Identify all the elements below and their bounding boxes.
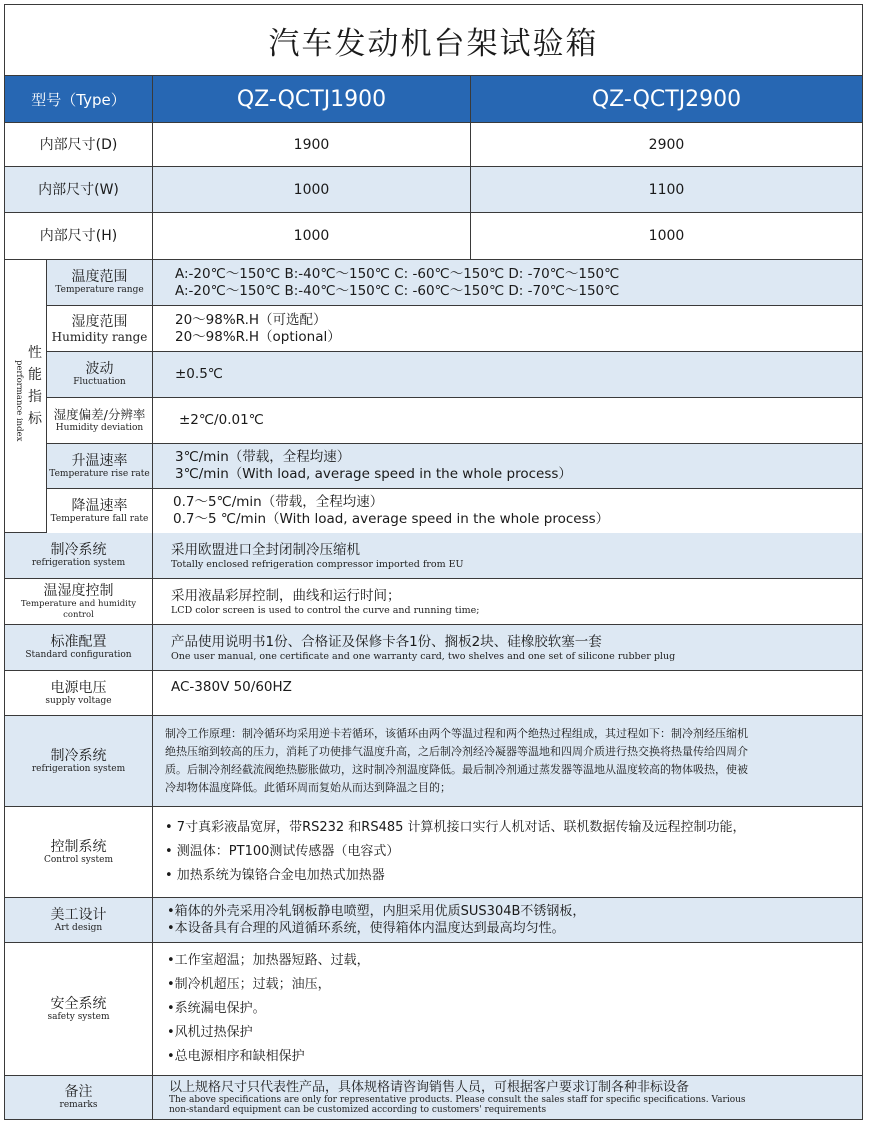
dim-b-d: 2900 [648, 136, 685, 153]
perf-rise-rate: 升温速率 Temperature rise rate 3℃/min（带载，全程均速） 3℃/min（With load, average speed in the whole process） [47, 444, 862, 489]
perf-temp-range: 温度范围 Temperature range A:-20℃～150℃ B:-40℃～150℃ C: -60℃～150℃ D: -70℃～150℃ A:-20℃～150℃ B:-40℃～150℃ C: -60℃～150℃ D: -70℃～150℃ [47, 260, 862, 306]
dim-a-h: 1000 [153, 213, 471, 259]
dim-label-h: 内部尺寸(H) [5, 213, 153, 259]
performance-cn: 性 能 指 标 [28, 345, 42, 427]
spec-refrigeration: 制冷系统 refrigeration system 采用欧盟进口全封闭制冷压缩机 Totally enclosed refrigeration compressor imported from EU [5, 533, 862, 579]
dim-label-w: 内部尺寸(W) [5, 167, 153, 212]
dim-label-d: 内部尺寸(D) [5, 123, 153, 166]
spec-temp-humidity-control: 温湿度控制 Temperature and humidity control 采用液晶彩屏控制，曲线和运行时间； LCD color screen is used to control the curve and running time; [5, 579, 862, 625]
perf-humidity-deviation: 湿度偏差/分辨率 Humidity deviation ±2℃/0.01℃ [47, 398, 862, 444]
art-design: 美工设计 Art design •箱体的外壳采用冷轧钢板静电喷塑，内胆采用优质SUS304B不锈钢板， •本设备具有合理的风道循环系统，使得箱体内温度达到最高均匀性。 [5, 898, 862, 943]
perf-fall-rate: 降温速率 Temperature fall rate 0.7～5℃/min（带载，全程均速） 0.7～5 ℃/min（With load, average speed in the whole process） [47, 489, 862, 533]
perf-fluctuation: 波动 Fluctuation ±0.5℃ [47, 352, 862, 398]
spec-standard-config: 标准配置 Standard configuration 产品使用说明书1份、合格证及保修卡各1份、搁板2块、硅橡胶软塞一套 One user manual, one certificate and one warranty card, two shelves and one set of silicone rubber plug [5, 625, 862, 671]
refrigeration-detail: 制冷系统 refrigeration system 制冷工作原理：制冷循环均采用逆卡若循环，该循环由两个等温过程和两个绝热过程组成，其过程如下：制冷剂经压缩机 绝热压缩到较高的压力，消耗了功使排气温度升高，之后制冷剂经冷凝器等温地和四周介质进行热交换将热量传给四周介 质。后制冷剂经截流阀绝热膨胀做功，这时制冷剂温度降低。最后制冷剂通过蒸发器等温地从温度较高的物体吸热，使被 冷却物体温度降低。此循环周而复始从而达到降温之目的； [5, 716, 862, 807]
dim-b-w: 1100 [648, 181, 685, 198]
model-a: QZ-QCTJ1900 [153, 76, 471, 122]
title-row [5, 5, 862, 76]
page-title: 汽车发动机台架试验箱 [268, 25, 599, 62]
spec-sheet [4, 4, 863, 1120]
control-system: 控制系统 Control system • 7寸真彩液晶宽屏，带RS232 和RS485 计算机接口实行人机对话、联机数据传输及远程控制功能， • 测温体：PT100测试传感器（电容式） • 加热系统为镍铬合金电加热式加热器 [5, 807, 862, 898]
model-b: QZ-QCTJ2900 [591, 86, 742, 112]
remarks: 备注 remarks 以上规格尺寸只代表性产品，具体规格请咨询销售人员，可根据客户要求订制各种非标设备 The above specifications are only for representative products. Please consult the sales staff for specific specifications. Various non-standard equipment can be customized according to customers' requirements [5, 1076, 862, 1119]
performance-en: performance index [14, 360, 24, 442]
performance-block [5, 260, 862, 533]
dim-b-h: 1000 [648, 228, 685, 244]
dim-row-d [5, 123, 862, 167]
performance-side-label [5, 260, 47, 532]
dim-a-d: 1900 [153, 123, 471, 166]
dim-row-w [5, 167, 862, 213]
dim-a-w: 1000 [153, 167, 471, 212]
dim-row-h [5, 213, 862, 260]
model-header-row [5, 76, 862, 123]
safety-system: 安全系统 safety system •工作室超温；加热器短路、过载， •制冷机超压；过载；油压， •系统漏电保护。 •风机过热保护 •总电源相序和缺相保护 [5, 943, 862, 1076]
perf-humidity-range: 湿度范围 Humidity range 20～98%R.H（可选配） 20～98%R.H（optional） [47, 306, 862, 352]
type-label: 型号（Type） [5, 76, 153, 122]
spec-supply-voltage: 电源电压 supply voltage AC-380V 50/60HZ [5, 671, 862, 716]
